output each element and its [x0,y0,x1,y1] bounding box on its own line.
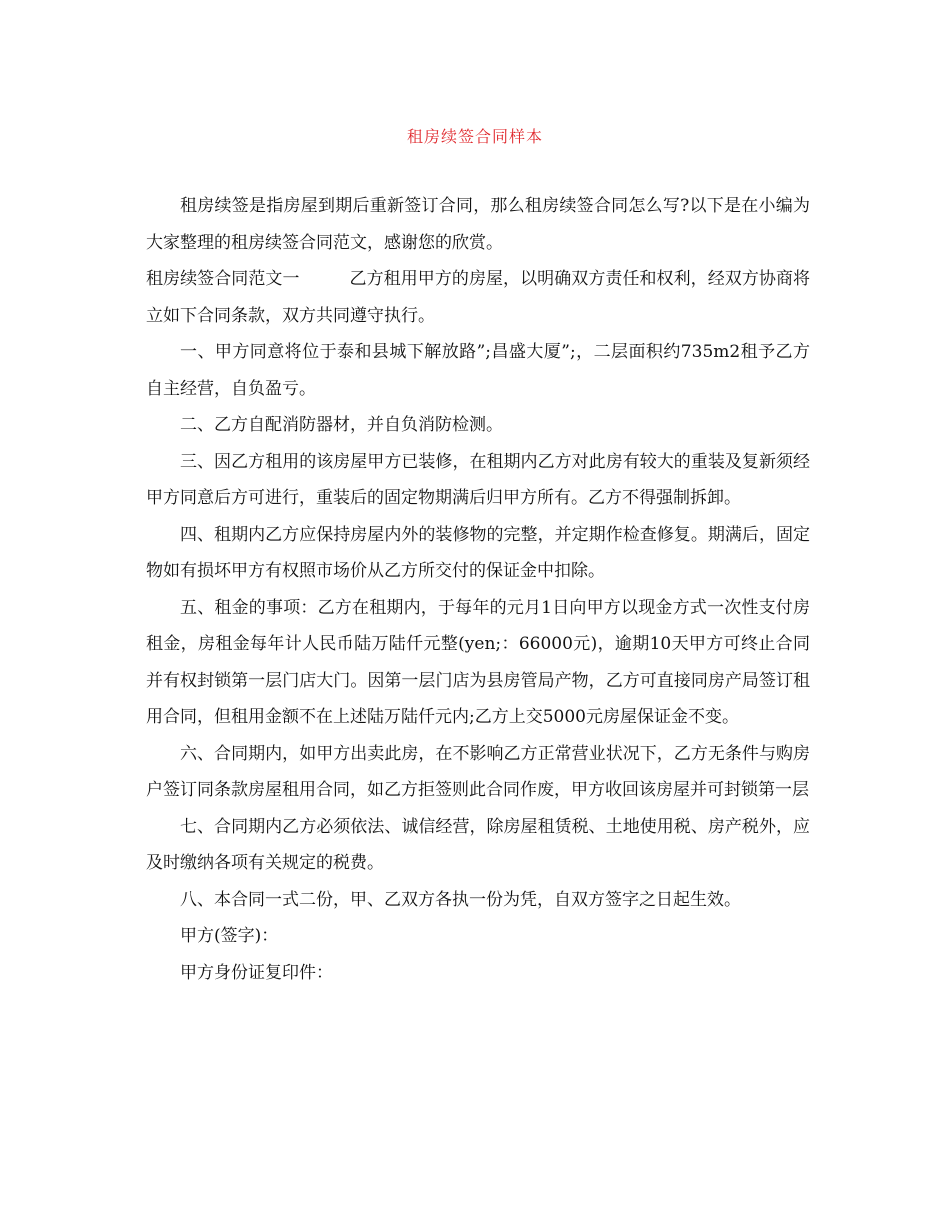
sample-heading: 租房续签合同范文一 [146,269,300,289]
party-a-id-copy-line: 甲方身份证复印件： [180,962,333,983]
clause-1: 一、甲方同意将位于泰和县城下解放路”;昌盛大厦”;，二层面积约735m2租予乙方自主经营，自负盈亏。 [146,342,810,399]
clause-4: 四、租期内乙方应保持房屋内外的装修物的完整，并定期作检查修复。期满后，固定物如有损坏甲方有权照市场价从乙方所交付的保证金中扣除。 [146,524,810,581]
clause-3: 三、因乙方租用的该房屋甲方已装修，在租期内乙方对此房有较大的重装及复新须经甲方同意后方可进行，重装后的固定物期满后归甲方所有。乙方不得强制拆卸。 [146,451,810,508]
party-a-signature-line: 甲方(签字)： [180,926,279,946]
clause-8: 八、本合同一式二份，甲、乙双方各执一份为凭，自双方签字之日起生效。 [180,889,741,910]
clause-7: 七、合同期内乙方必须依法、诚信经营，除房屋租赁税、土地使用税、房产税外，应及时缴纳各项有关规定的税费。 [146,816,810,873]
document-title: 租房续签合同样本 [406,127,543,146]
document-body [146,188,810,991]
clause-6: 六、合同期内，如甲方出卖此房，在不影响乙方正常营业状况下，乙方无条件与购房户签订同条款房屋租用合同，如乙方拒签则此合同作废，甲方收回该房屋并可封锁第一层 [146,743,810,800]
sample-intro: 乙方租用甲方的房屋，以明确双方责任和权利，经双方协商将立如下合同条款，双方共同遵守执行。 [146,269,810,326]
clause-2: 二、乙方自配消防器材，并自负消防检测。 [180,415,503,435]
clause-5: 五、租金的事项：乙方在租期内，于每年的元月1日向甲方以现金方式一次性支付房租金，房租金每年计人民币陆万陆仟元整(yen;：66000元)，逾期10天甲方可终止合同并有权封锁第一层门店大门。因第一层门店为县房管局产物，乙方可直接同房产局签订租用合同，但租用金额不在上述陆万陆仟元内;乙方上交5000元房屋保证金不变。 [146,597,810,727]
sample-paragraph [146,261,810,334]
intro-paragraph: 租房续签是指房屋到期后重新签订合同，那么租房续签合同怎么写?以下是在小编为大家整理的租房续签合同范文，感谢您的欣赏。 [146,196,810,253]
